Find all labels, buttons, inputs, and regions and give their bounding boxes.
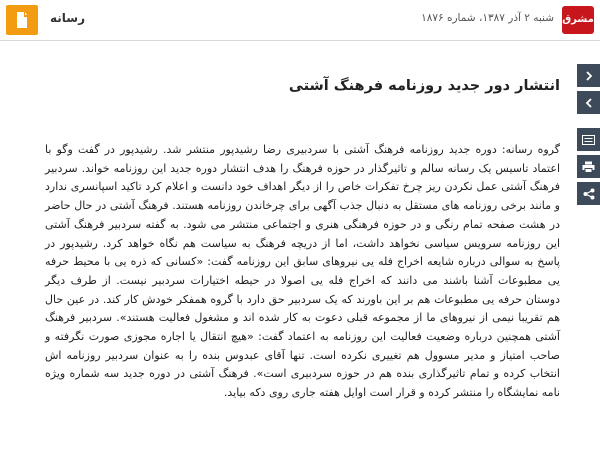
share-icon (583, 188, 595, 200)
section-icon[interactable] (6, 5, 38, 35)
chevron-right-icon (584, 71, 594, 81)
text-view-icon (582, 135, 595, 145)
next-article-button[interactable] (577, 64, 600, 87)
sidebar-spacer (577, 118, 600, 124)
article-body: گروه رسانه: دوره جدید روزنامه فرهنگ آشتی با سردبیری رضا رشیدپور منتشر شد. رشیدپور در گفت وگو با اعتماد تاسیس یک رسانه سالم و تاثیرگذار در حوزه فرهنگ را هدف انتشار دوره جدید این روزنامه خواند. سردبیر فرهنگ آشتی عمل نکردن ریز چرخ تفکرات خاص را از دیگر اهداف خود دانست و اعلام کرد تاکید اسپانسری ندارد و مانند برخی روزنامه های مستقل به دنبال جذب آگهی برای چرخاندن روزنامه هستند. فرهنگ آشتی در حال حاضر در هشت صفحه تمام رنگی و در حوزه فرهنگی هنری و اجتماعی منتشر می شود. به گفته سردبیر فرهنگ آشتی این روزنامه سرویس سیاسی نخواهد داشت، اما از دریچه فرهنگ به سیاست هم نگاه خواهد کرد. رشیدپور در پاسخ به سوالی درباره شایعه اخراج فله یی نیروهای سابق این روزنامه گفت: «کسانی که ذره یی با محیط حرفه یی مطبوعات آشنا باشند می دانند که اخراج فله یی اصولا در حیطه اختیارات سردبیر نیست. از طرف دیگر دوستان حرفه یی مطبوعات هم بر این باورند که یک سردبیر حق دارد با گروه همفکر خودش کار کند. در عین حال هم تقریبا نیمی از نیروهای ما از مجموعه قبلی دعوت به کار شده اند و مشغول فعالیت هستند». سردبیر فرهنگ آشتی همچنین درباره وضعیت فعالیت این روزنامه به اعتماد گفت: «هیچ انتقال یا اجاره مجوزی صورت نگرفته و صاحب امتیاز و مدیر مسوول هم تغییری نکرده است. تنها آقای عبدوس بنده را به عنوان سردبیر روزنامه اش انتخاب کرده و تمام تاثیرگذاری بنده هم در حوزه سردبیری است». فرهنگ آشتی در دوره جدید سه شماره ویژه نامه نمایشگاه را منتشر کرده و قرار است اوایل هفته جاری روی دکه بیاید. (45, 143, 560, 400)
print-icon (582, 161, 595, 173)
top-bar (0, 0, 600, 41)
site-logo[interactable]: مشرق (562, 6, 594, 34)
section-label: رسانه (50, 11, 85, 25)
document-icon (14, 11, 30, 29)
chevron-left-icon (584, 98, 594, 108)
share-button[interactable] (577, 182, 600, 205)
article-tools-sidebar (577, 64, 600, 205)
article-title: انتشار دور جدید روزنامه فرهنگ آشتی (288, 78, 560, 94)
issue-date-info: شنبه ۲ آذر ۱۳۸۷، شماره ۱۸۷۶ (421, 12, 554, 24)
print-button[interactable] (577, 155, 600, 178)
text-view-button[interactable] (577, 128, 600, 151)
previous-article-button[interactable] (577, 91, 600, 114)
